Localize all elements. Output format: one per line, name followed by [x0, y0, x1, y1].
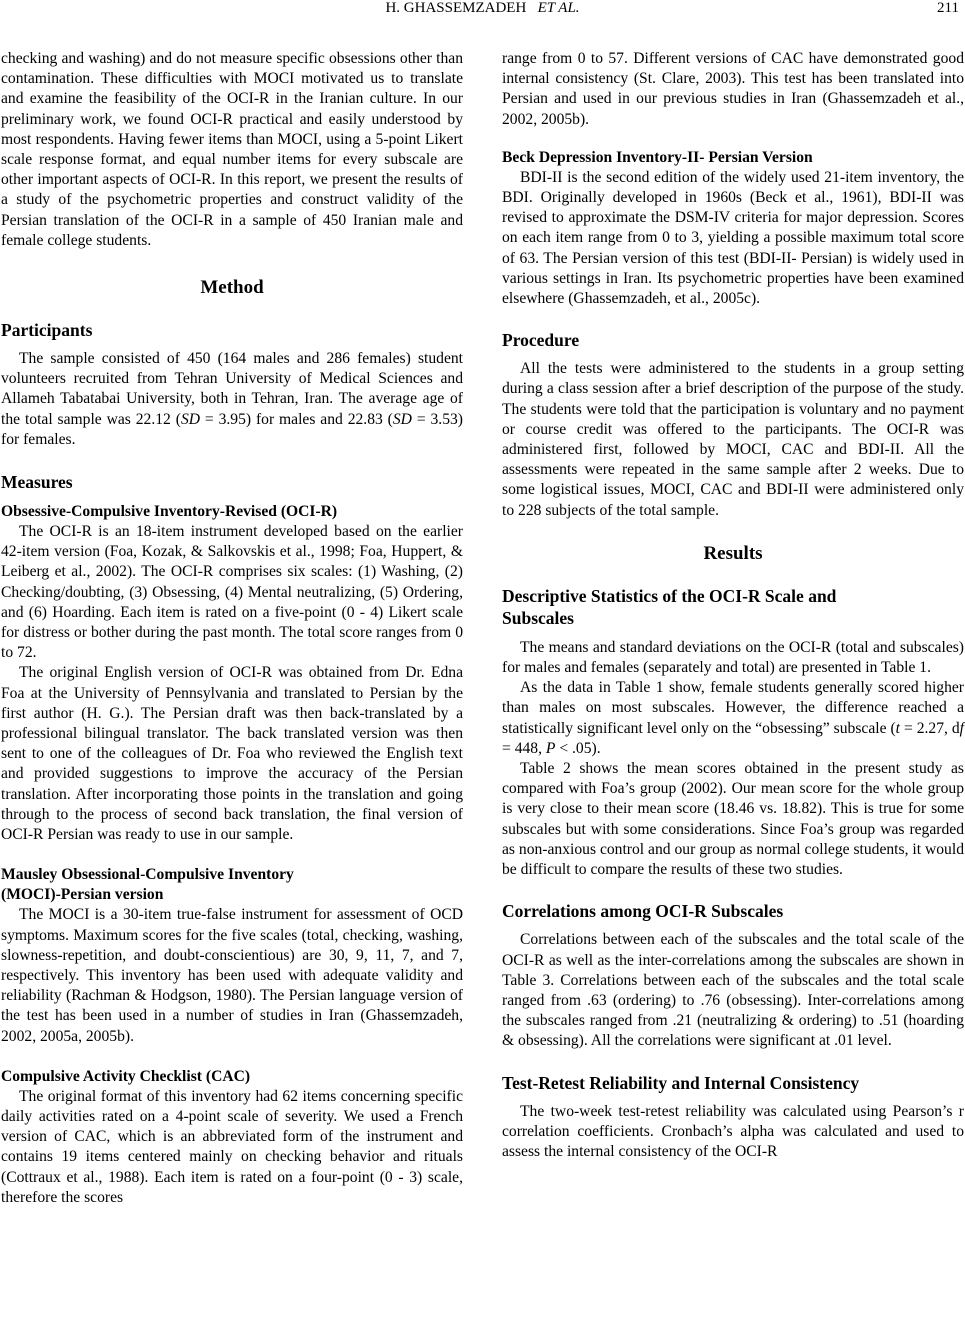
descriptive-paragraph-2: As the data in Table 1 show, female students generally scored higher than males on most subscales. However, the difference reached a statistically significant level only on the “obsessing” subscale (t = 2.27, df = 448, P < .05).	[502, 679, 964, 757]
descriptive-paragraph-3: Table 2 shows the mean scores obtained in the present study as compared with Foa’s group (2002). Our mean score for the whole group is very close to their mean score (18.46 vs. 18.82). This is true for some subscales but with some considerations. Since Foa’s group was regarded as non-anxious control and our group as normal college students, it would be difficult to compare the results of these two studies.	[502, 760, 964, 879]
intro-paragraph: checking and washing) and do not measure specific obsessions other than contamination. These difficulties with MOCI motivated us to translate and examine the feasibility of the OCI-R in the Iranian culture. In our preliminary work, we found OCI-R practical and easily understood by most respondents. Having fewer items than MOCI, using a 5-point Likert scale response format, and equal number items for every subscale are other important aspects of OCI-R. In this report, we present the results of a study of the psychometric properties and construct validity of the Persian translation of the OCI-R in a sample of 450 Iranian male and female college students.	[1, 50, 463, 249]
procedure-heading: Procedure	[502, 330, 580, 351]
participants-paragraph: The sample consisted of 450 (164 males and 286 females) student volunteers recruited from Tehran University of Medical Sciences and Allameh Tabatabai University, both in Tehran, Iran. The average age of the total sample was 22.12 (SD = 3.95) for males and 22.83 (SD = 3.53) for females.	[1, 350, 463, 448]
measures-heading: Measures	[1, 472, 73, 493]
reliability-paragraph: The two-week test-retest reliability was calculated using Pearson’s r correlation coefficients. Cronbach’s alpha was calculated and used to assess the internal consistency of the OCI-R	[502, 1102, 964, 1160]
bdi-paragraph: BDI-II is the second edition of the widely used 21-item inventory, the BDI. Originally developed in 1960s (Beck et al., 1961), BDI-II was revised to approximate the DSM-IV criteria for major depression. Scores on each item range from 0 to 3, yielding a possible maximum total score of 63. The Persian version of this test (BDI-II- Persian) is widely used in various settings in Iran. Its psychometric properties have been examined elsewhere (Ghassemzadeh, et al., 2005c).	[502, 168, 964, 308]
moci-paragraph: The MOCI is a 30-item true-false instrument for assessment of OCD symptoms. Maximum scores for the five scales (total, checking, washing, slowness-repetition, and doubt-conscientious) are 30, 9, 11, 7, and 7, respectively. This inventory has been used with adequate validity and reliability (Rachman & Hodgson, 1980). The Persian language version of the test has been used in a number of studies in Iran (Ghassemzadeh, 2002, 2005a, 2005b).	[1, 906, 463, 1045]
moci-heading: Mausley Obsessional-Compulsive Inventory (MOCI)-Persian version	[1, 866, 294, 904]
method-heading: Method	[200, 277, 264, 299]
ocir-heading: Obsessive-Compulsive Inventory-Revised (OCI-R)	[1, 503, 338, 521]
participants-heading: Participants	[1, 320, 93, 341]
left-column	[1, 49, 463, 1208]
running-et-al: ET AL.	[537, 0, 580, 16]
reliability-heading: Test-Retest Reliability and Internal Consistency	[502, 1072, 860, 1093]
procedure-paragraph: All the tests were administered to the students in a group setting during a class session after a brief description of the purpose of the study. The students were told that the participation is voluntary and no payment or course credit was offered to the participants. The OCI-R was administered first, followed by MOCI, CAC and BDI-II. All the assessments were repeated in the same sample after 2 weeks. Due to some logistical issues, MOCI, CAC and BDI-II were administered only to 228 subjects of the total sample.	[502, 360, 964, 519]
correlations-heading: Correlations among OCI-R Subscales	[502, 901, 784, 922]
running-authors: H. GHASSEMZADEH	[385, 0, 527, 16]
descriptive-paragraph-1: The means and standard deviations on the OCI-R (total and subscales) for males and females (separately and total) are presented in Table 1.	[502, 638, 964, 677]
bdi-heading: Beck Depression Inventory-II- Persian Version	[502, 148, 813, 166]
running-title	[0, 0, 965, 17]
cac-paragraph: The original format of this inventory had 62 items concerning specific daily activities rated on a 4-point scale of severity. We used a French version of CAC, which is an abbreviated form of the instrument and contains 19 items centered mainly on checking behavior and rituals (Cottraux et al., 1988). Each item is rated on a four-point (0 - 3) scale, therefore the scores	[1, 1087, 463, 1206]
page-number: 211	[937, 0, 959, 16]
right-column	[502, 49, 964, 1162]
correlations-paragraph: Correlations between each of the subscales and the total scale of the OCI-R as well as the inter-correlations among the subscales are shown in Table 3. Correlations between each of the subscales and the total scale ranged from .63 (ordering) to .76 (obsessing). Inter-correlations among the subscales ranged from .21 (neutralizing & ordering) to .51 (hoarding & obsessing). All the correlations were significant at .01 level.	[502, 931, 964, 1050]
cac-continued-paragraph: range from 0 to 57. Different versions of CAC have demonstrated good internal consistency (St. Clare, 2003). This test has been translated into Persian and used in our previous studies in Iran (Ghassemzadeh et al., 2002, 2005b).	[502, 50, 964, 128]
ocir-paragraph-2: The original English version of OCI-R was obtained from Dr. Edna Foa at the University of Pennsylvania and translated to Persian by the first author (H. G.). The Persian draft was then back-translated by a professional bilingual translator. The back translated version was then sent to one of the colleagues of Dr. Foa who reviewed the English text and provided suggestions to improve the accuracy of the Persian translation. After incorporating those points in the translation and going through to the process of second back translation, the final version of OCI-R Persian was ready to use in our sample.	[1, 664, 463, 844]
running-header	[0, 0, 965, 24]
results-heading: Results	[703, 542, 763, 564]
descriptive-stats-heading: Descriptive Statistics of the OCI-R Scale and Subscales	[502, 585, 837, 628]
ocir-paragraph-1: The OCI-R is an 18-item instrument developed based on the earlier 42-item version (Foa, Kozak, & Salkovskis et al., 1998; Foa, Huppert, & Leiberg et al., 2002). The OCI-R comprises six scales: (1) Washing, (2) Checking/doubting, (3) Obsessing, (4) Mental neutralizing, (5) Ordering, and (6) Hoarding. Each item is rated on a five-point (0 - 4) Likert scale for distress or bother during the past month. The total score ranges from 0 to 72.	[1, 523, 463, 662]
cac-heading: Compulsive Activity Checklist (CAC)	[1, 1067, 251, 1085]
